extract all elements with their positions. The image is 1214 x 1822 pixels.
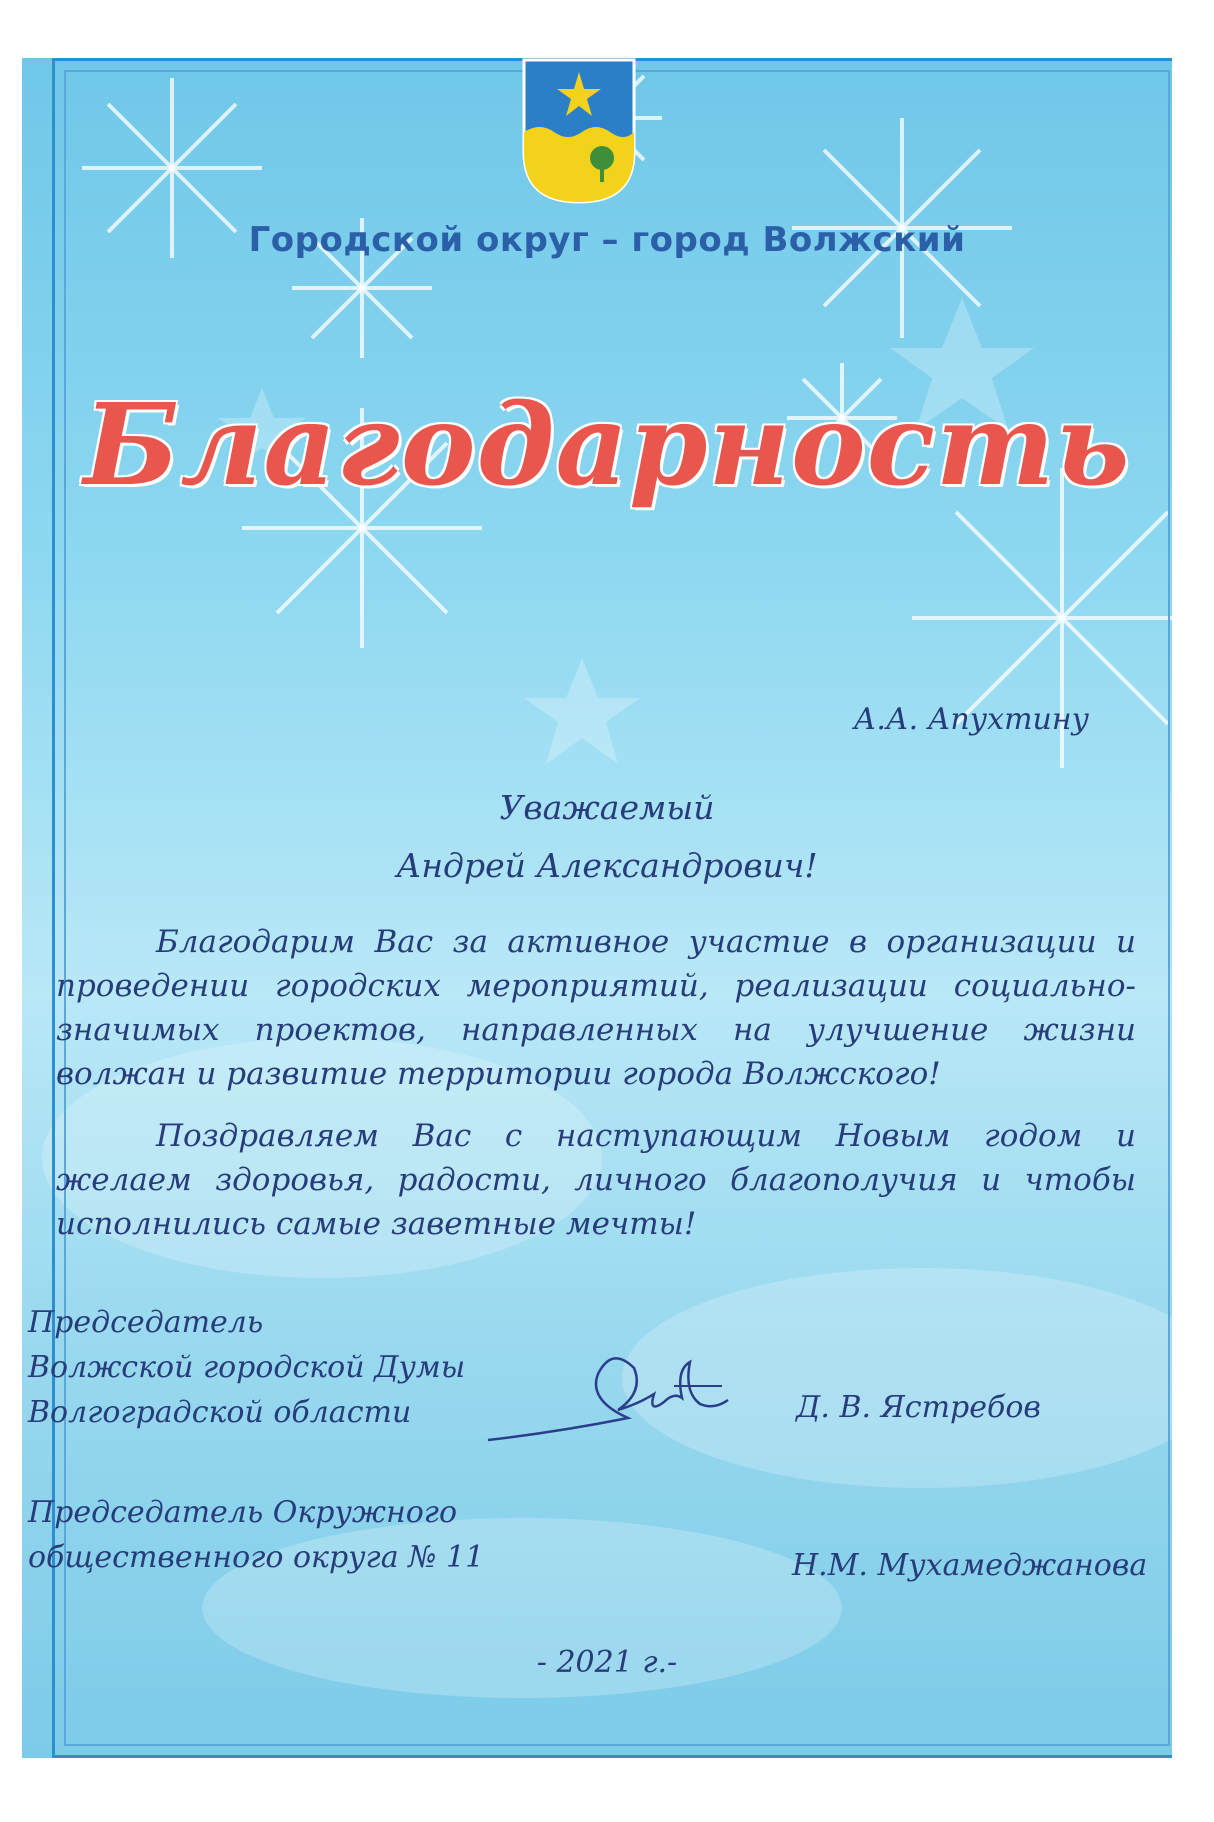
- signatory-2-title: [28, 1490, 484, 1580]
- signatory-1-title-line: Волжской городской Думы: [28, 1350, 466, 1385]
- body-paragraph-1: Благодарим Вас за активное участие в организации и проведении городских мероприятий, реализации социально-значимых проектов, направленных на улучшение жизни волжан и развитие территории города Волжского!: [56, 924, 1136, 1092]
- signatory-2-title-line: Председатель Окружного: [28, 1495, 458, 1530]
- signatory-2-name: Н.М. Мухамеджанова: [792, 1548, 1148, 1583]
- greeting-line-1: Уважаемый: [499, 788, 715, 827]
- signatory-1-name: Д. В. Ястребов: [796, 1390, 1041, 1425]
- city-header: Городской округ – город Волжский: [248, 220, 966, 260]
- greeting-line-2: Андрей Александрович!: [396, 846, 818, 885]
- signatory-2-title-line: общественного округа № 11: [28, 1540, 485, 1575]
- city-coat-of-arms-icon: [520, 56, 638, 206]
- body-paragraph-2: Поздравляем Вас с наступающим Новым годом и желаем здоровья, радости, личного благополучия и чтобы исполнились самые заветные мечты!: [56, 1118, 1136, 1242]
- signatory-1-title-line: Председатель: [28, 1305, 264, 1340]
- certificate-title: Благодарность: [83, 380, 1131, 511]
- year-label: - 2021 г.-: [536, 1645, 678, 1680]
- signatory-1-title-line: Волгоградской области: [28, 1395, 412, 1430]
- signatory-1-title: [28, 1300, 465, 1435]
- handwritten-signature: [478, 1340, 738, 1460]
- recipient-name: А.А. Апухтину: [853, 702, 1089, 737]
